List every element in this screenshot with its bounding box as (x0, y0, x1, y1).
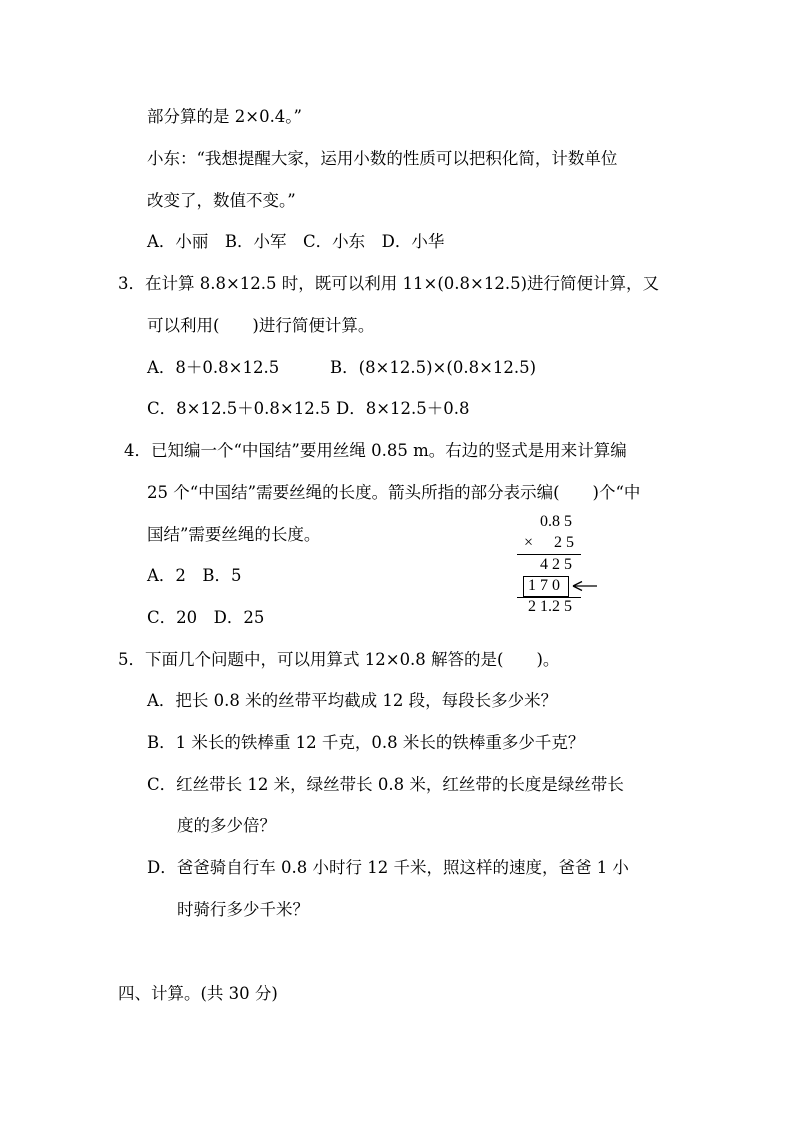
q3-option-c: C．8×12.5＋0.8×12.5 (147, 399, 331, 418)
q2-options: A．小丽 B．小军 C．小东 D．小华 (147, 232, 445, 251)
q5-line-a: 5．下面几个问题中，可以用算式 12×0.8 解答的是( )。 (118, 650, 560, 669)
q4-line-a: 4．已知编一个“中国结”要用丝绳 0.85 m。右边的竖式是用来计算编 (124, 441, 627, 460)
q5-option-a: A．把长 0.8 米的丝带平均截成 12 段，每段长多少米？ (147, 691, 558, 710)
q5-option-b: B．1 米长的铁棒重 12 千克，0.8 米长的铁棒重多少千克？ (147, 733, 585, 752)
q4-options-ab: A．2 B．5 (147, 566, 242, 585)
q2-line-a: 部分算的是 2×0.4。” (147, 107, 302, 126)
q3-line-a: 3．在计算 8.8×12.5 时，既可以利用 11×(0.8×12.5)进行简便计算，又 (118, 274, 660, 293)
q3-option-d: D．8×12.5＋0.8 (336, 399, 470, 418)
vertical-partial-1: 4 2 5 (540, 556, 572, 573)
q5-option-d-line2: 时骑行多少千米？ (177, 900, 309, 919)
q3-option-b: B．(8×12.5)×(0.8×12.5) (330, 358, 537, 377)
vertical-multiplicand: 0.8 5 (540, 513, 572, 530)
q2-line-b: 小东：“我想提醒大家，运用小数的性质可以把积化简，计数单位 (147, 149, 618, 168)
q5-option-c-line2: 度的多少倍？ (177, 816, 276, 835)
q5-option-d-line1: D．爸爸骑自行车 0.8 小时行 12 千米，照这样的速度，爸爸 1 小 (147, 858, 629, 877)
vertical-times-sign: × (524, 534, 534, 551)
section-heading: 四、计算。(共 30 分) (118, 984, 278, 1003)
q3-line-b: 可以利用( )进行简便计算。 (147, 316, 375, 335)
vertical-multiplier: 2 5 (554, 534, 574, 551)
q4-options-cd: C．20 D．25 (147, 608, 265, 627)
q2-line-c: 改变了，数值不变。” (147, 191, 296, 210)
q4-line-c: 国结”需要丝绳的长度。 (147, 525, 321, 544)
vertical-product: 2 1.2 5 (528, 598, 572, 615)
q5-option-c-line1: C．红丝带长 12 米，绿丝带长 0.8 米，红丝带的长度是绿丝带长 (147, 775, 624, 794)
q3-option-a: A．8＋0.8×12.5 (147, 358, 280, 377)
vertical-partial-2: 1 7 0 (528, 577, 560, 594)
q4-line-b: 25 个“中国结”需要丝绳的长度。箭头所指的部分表示编( )个“中 (147, 483, 641, 502)
left-arrow-icon (569, 578, 599, 594)
